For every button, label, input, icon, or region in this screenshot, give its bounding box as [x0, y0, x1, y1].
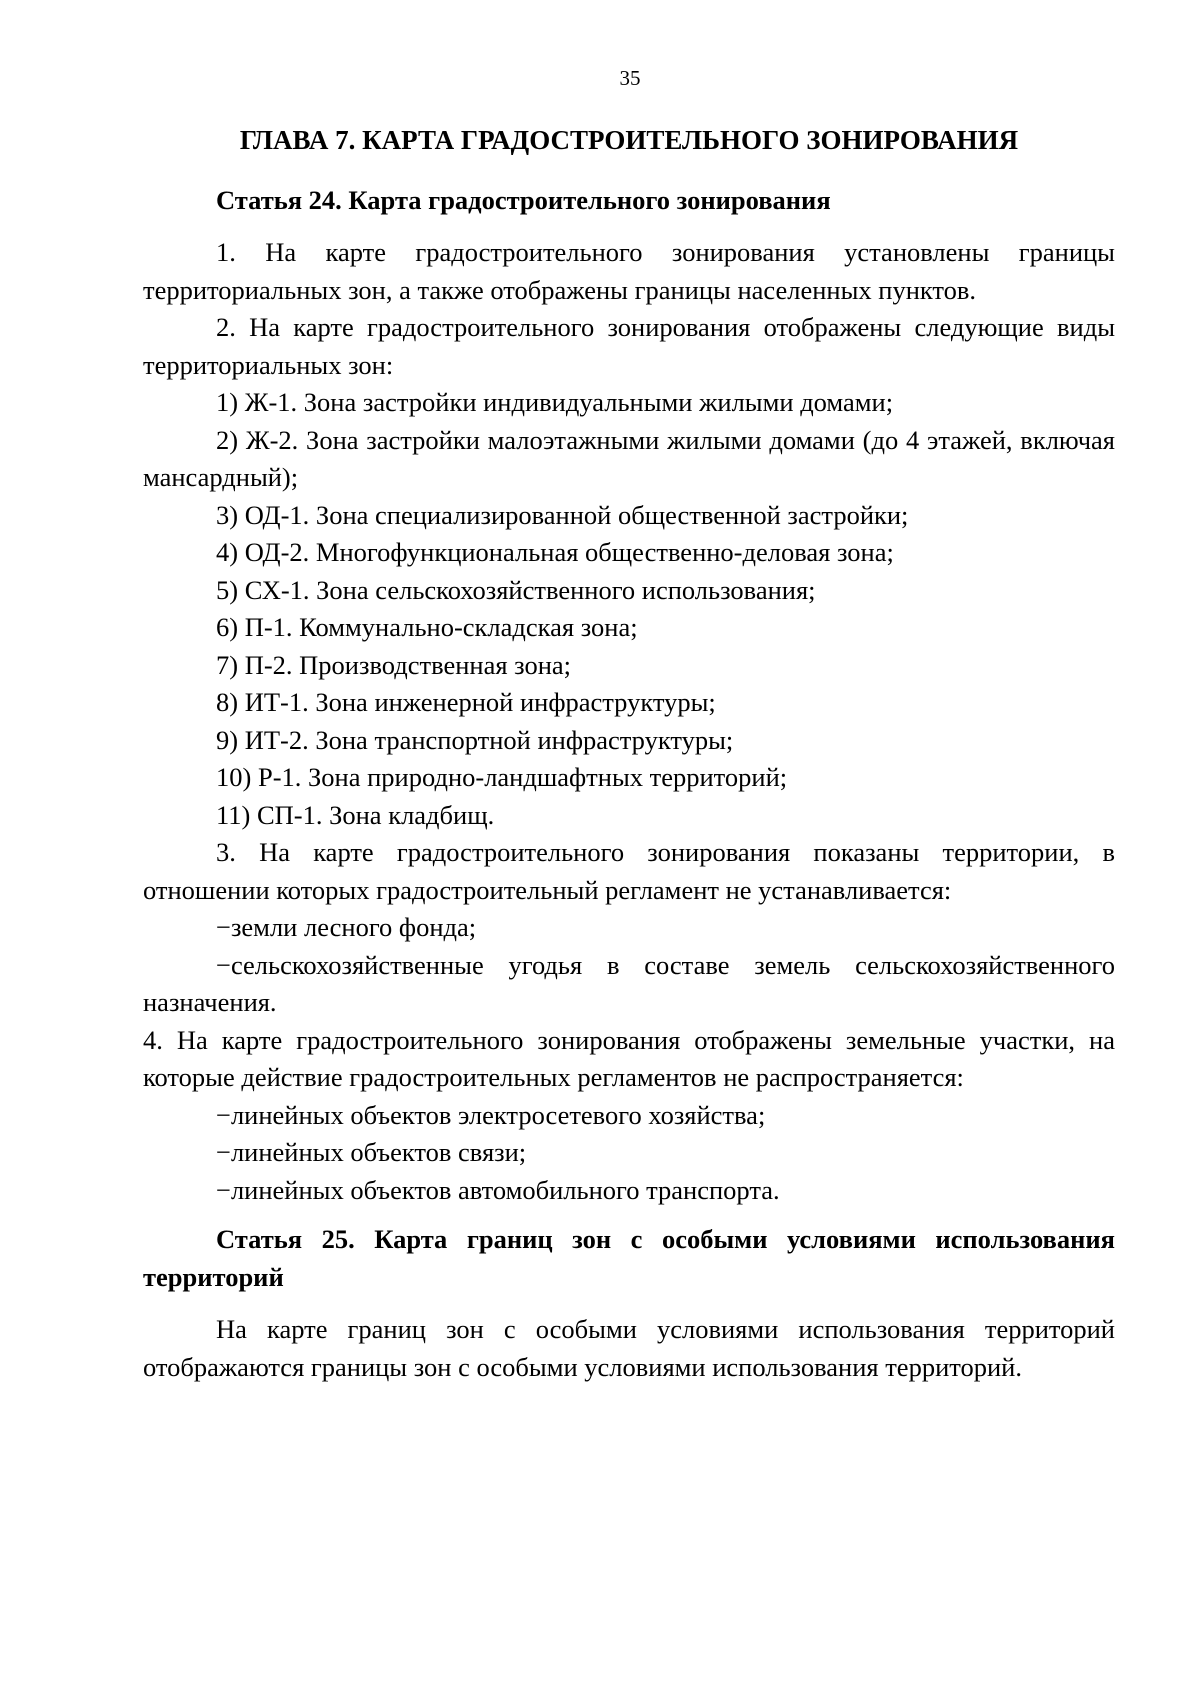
page-number: 35	[619, 66, 641, 90]
article-24-paragraph-4: 4. На карте градостроительного зонирования отображены земельные участки, на которые действие градостроительных регламентов не распространяется:	[143, 1024, 1115, 1092]
article-25-paragraph-1: На карте границ зон с особыми условиями использования территорий отображаются границы зон с особыми условиями использования территорий.	[143, 1314, 1115, 1382]
excluded-land-plots-list	[143, 1097, 1115, 1210]
list-item: −сельскохозяйственные угодья в составе земель сельскохозяйственного назначения.	[143, 949, 1115, 1017]
zone-item: 2) Ж-2. Зона застройки малоэтажными жилыми домами (до 4 этажей, включая мансардный);	[143, 424, 1115, 492]
article-24-paragraph-2: 2. На карте градостроительного зонирования отображены следующие виды территориальных зон:	[143, 312, 1115, 380]
list-item: −земли лесного фонда;	[216, 912, 477, 942]
zone-item: 11) СП-1. Зона кладбищ.	[216, 799, 495, 830]
chapter-title: ГЛАВА 7. КАРТА ГРАДОСТРОИТЕЛЬНОГО ЗОНИРОВАНИЯ	[239, 125, 1019, 155]
zone-item: 9) ИТ-2. Зона транспортной инфраструктуры;	[216, 724, 734, 755]
zone-item: 8) ИТ-1. Зона инженерной инфраструктуры;	[216, 687, 716, 717]
zone-item: 6) П-1. Коммунально-складская зона;	[216, 612, 638, 642]
zone-item: 3) ОД-1. Зона специализированной общественной застройки;	[216, 499, 909, 530]
zone-item: 4) ОД-2. Многофункциональная общественно-деловая зона;	[216, 537, 894, 567]
article-24-paragraph-3: 3. На карте градостроительного зонирования показаны территории, в отношении которых градостроительный регламент не устанавливается:	[143, 837, 1115, 905]
article-24-paragraph-1: 1. На карте градостроительного зонирования установлены границы территориальных зон, а также отображены границы населенных пунктов.	[143, 237, 1115, 305]
zone-item: 5) СХ-1. Зона сельскохозяйственного использования;	[216, 574, 816, 605]
zone-item: 7) П-2. Производственная зона;	[216, 649, 572, 680]
document-body	[143, 122, 1115, 1386]
zone-item: 1) Ж-1. Зона застройки индивидуальными жилыми домами;	[216, 387, 894, 417]
unregulated-territories-list	[143, 909, 1115, 1022]
article-25-title: Статья 25. Карта границ зон с особыми условиями использования территорий	[143, 1224, 1115, 1292]
zone-item: 10) Р-1. Зона природно-ландшафтных территорий;	[216, 762, 788, 792]
article-24-title: Статья 24. Карта градостроительного зонирования	[216, 184, 831, 215]
zone-list	[143, 384, 1115, 834]
list-item: −линейных объектов автомобильного транспорта.	[216, 1174, 780, 1205]
list-item: −линейных объектов электросетевого хозяйства;	[216, 1099, 766, 1130]
list-item: −линейных объектов связи;	[216, 1137, 527, 1167]
